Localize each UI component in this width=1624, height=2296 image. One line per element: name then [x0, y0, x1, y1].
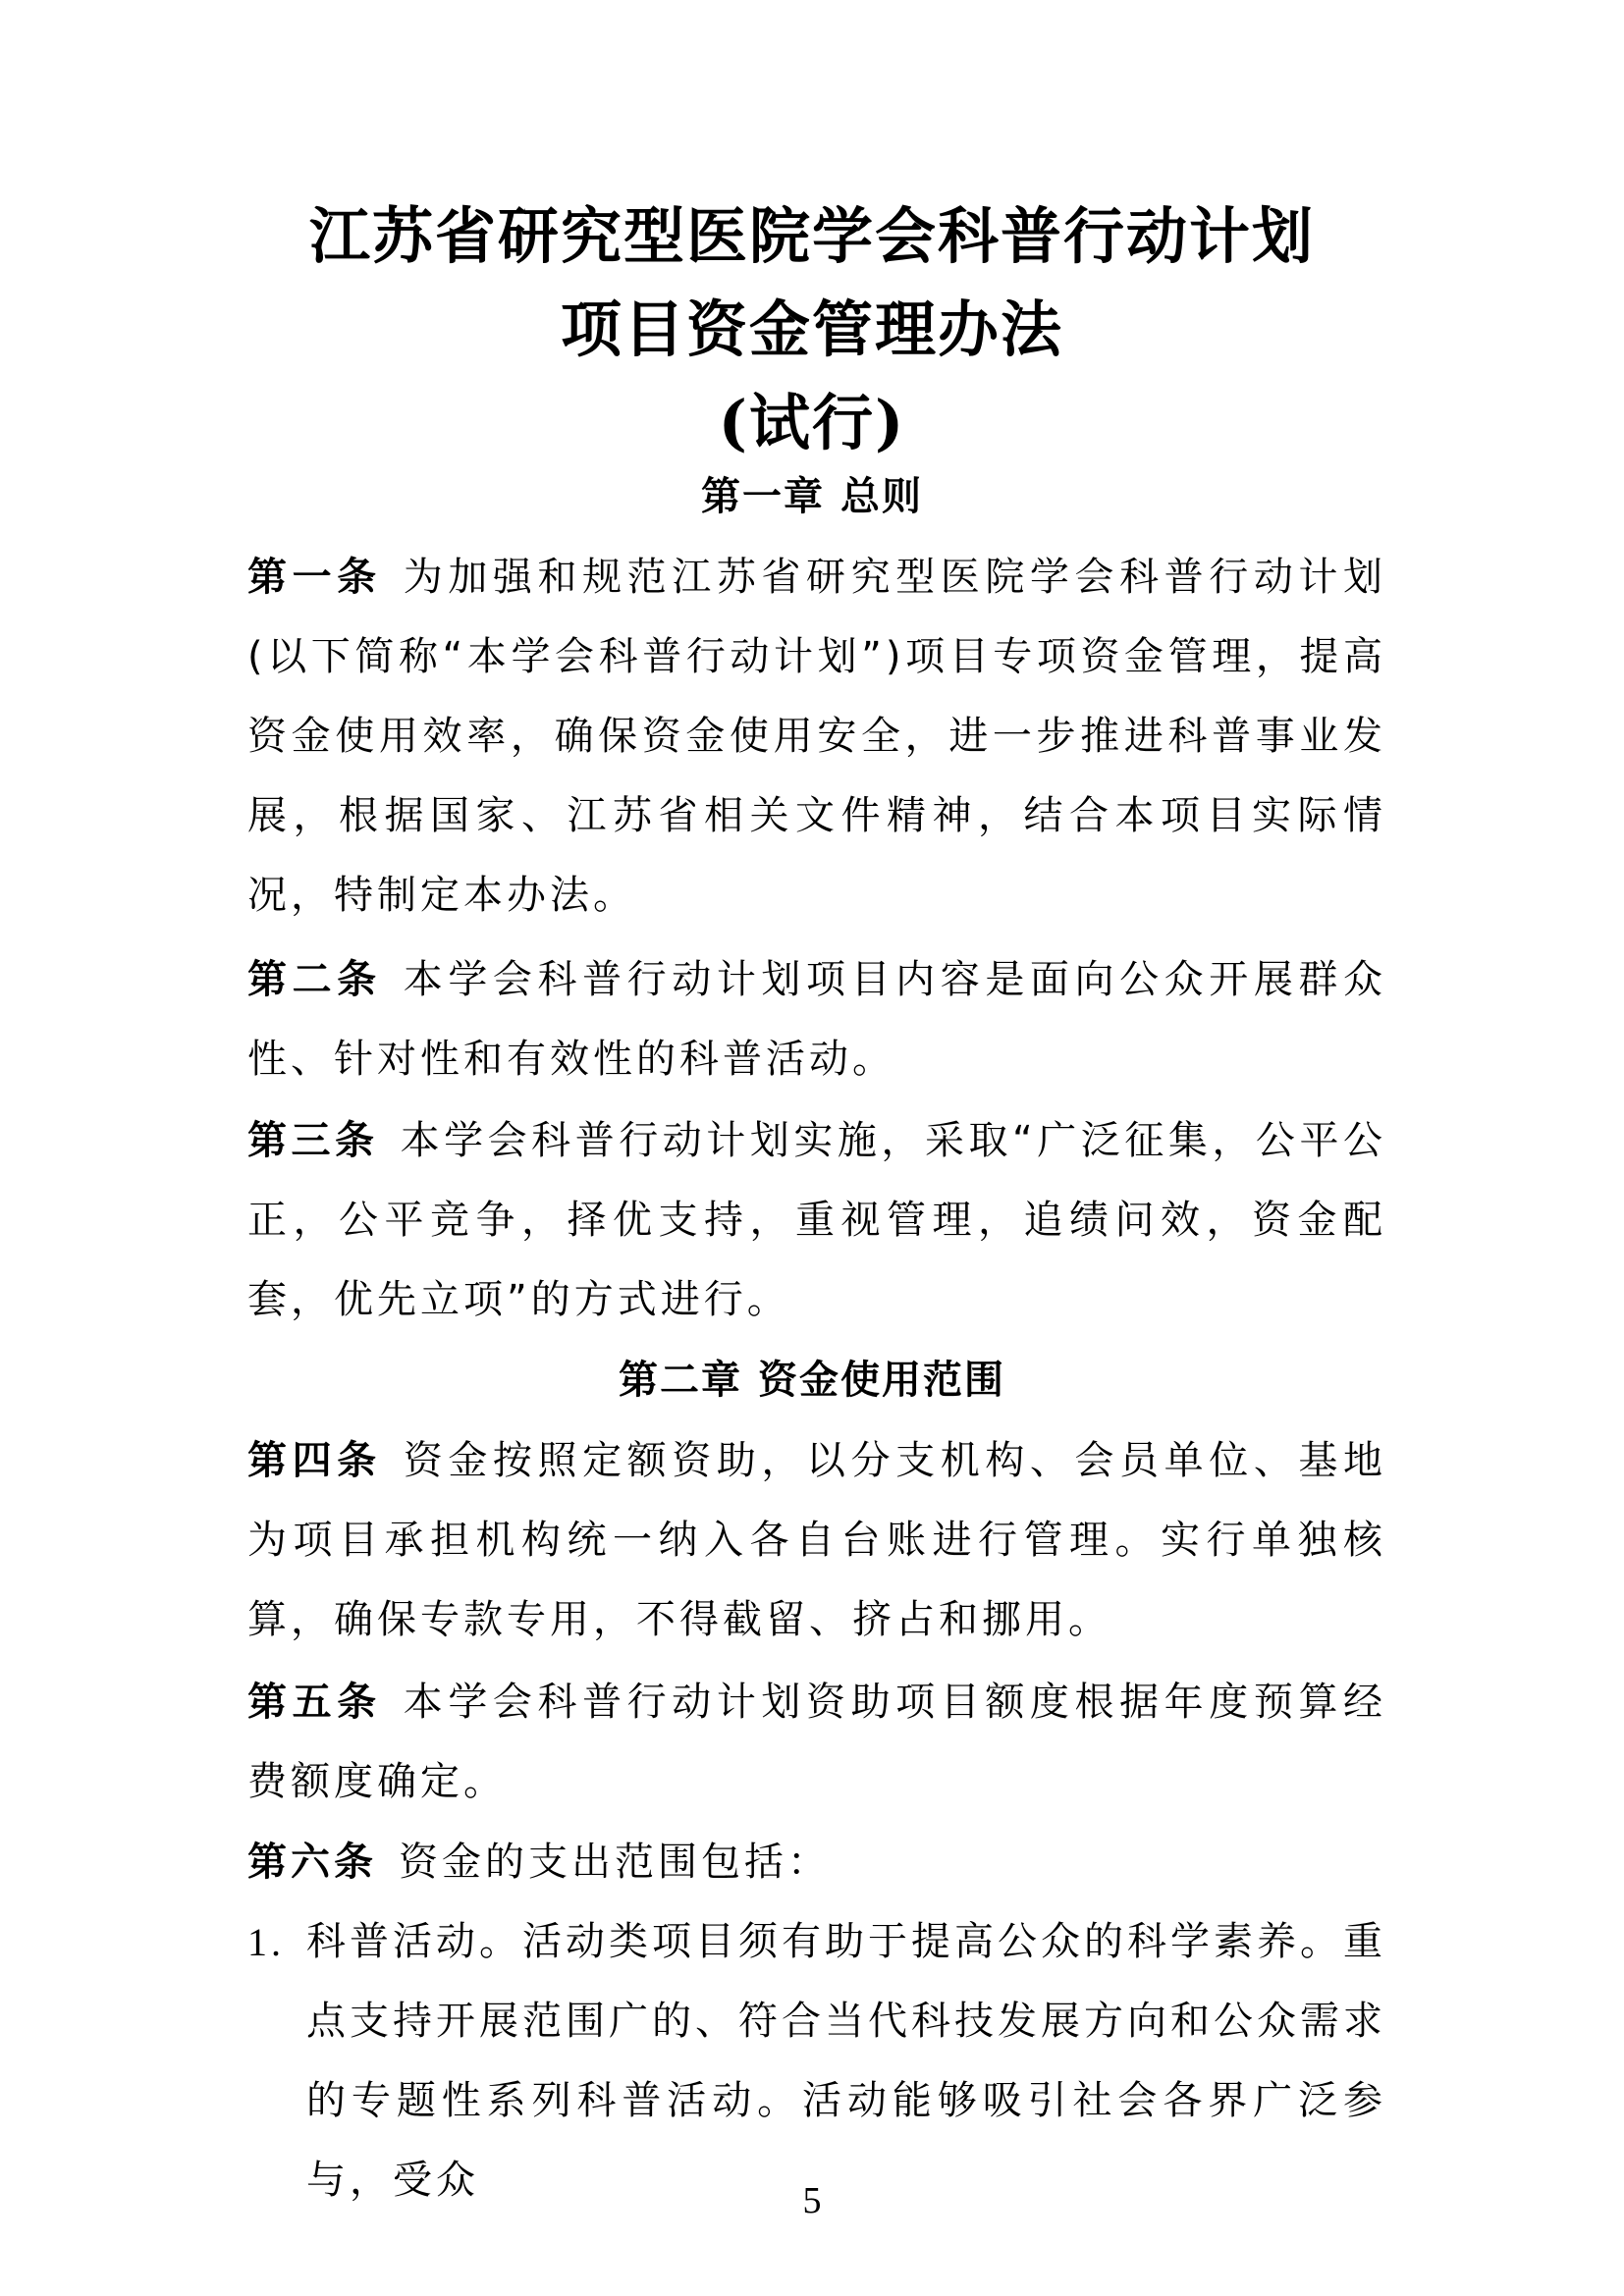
article-label: 第一条	[247, 555, 382, 600]
document-title-line-3: (试行)	[718, 387, 906, 458]
article-1	[247, 538, 1386, 935]
article-5	[247, 1663, 1386, 1822]
article-label: 第四条	[247, 1438, 382, 1483]
article-text: 资金的支出范围包括：	[399, 1840, 831, 1885]
article-6	[247, 1823, 1386, 1902]
article-text: 本学会科普行动计划项目内容是面向公众开展群众性、针对性和有效性的科普活动。	[247, 957, 1386, 1082]
article-2	[247, 940, 1386, 1099]
list-item-text: 科普活动。活动类项目须有助于提高公众的科学素养。重点支持开展范围广的、符合当代科技发展方向和公众需求的专题性系列科普活动。活动能够吸引社会各界广泛参与，受众	[306, 1919, 1386, 2203]
article-label: 第六条	[247, 1840, 377, 1885]
article-text: 本学会科普行动计划资助项目额度根据年度预算经费额度确定。	[247, 1680, 1386, 1804]
article-text: 本学会科普行动计划实施，采取“广泛征集，公平公正，公平竞争，择优支持，重视管理，追绩问效，资金配套，优先立项”的方式进行。	[247, 1118, 1386, 1322]
article-label: 第五条	[247, 1680, 382, 1725]
article-4	[247, 1421, 1386, 1660]
article-label: 第三条	[247, 1118, 379, 1163]
article-label: 第二条	[247, 957, 382, 1002]
page-number: 5	[802, 2180, 822, 2221]
article-3	[247, 1101, 1386, 1340]
chapter-heading-1: 第一章 总则	[701, 474, 923, 519]
list-item-number: 1.	[247, 1920, 285, 1964]
document-title-line-1: 江苏省研究型医院学会科普行动计划	[308, 200, 1315, 272]
chapter-heading-2: 第二章 资金使用范围	[619, 1358, 1005, 1403]
document-title-line-2: 项目资金管理办法	[560, 294, 1063, 365]
article-text: 资金按照定额资助，以分支机构、会员单位、基地为项目承担机构统一纳入各自台账进行管理。实行单独核算，确保专款专用，不得截留、挤占和挪用。	[247, 1438, 1386, 1642]
list-item-1	[247, 1902, 1386, 2220]
article-text: 为加强和规范江苏省研究型医院学会科普行动计划(以下简称“本学会科普行动计划”)项目专项资金管理，提高资金使用效率，确保资金使用安全，进一步推进科普事业发展，根据国家、江苏省相关文件精神，结合本项目实际情况，特制定本办法。	[247, 555, 1386, 918]
